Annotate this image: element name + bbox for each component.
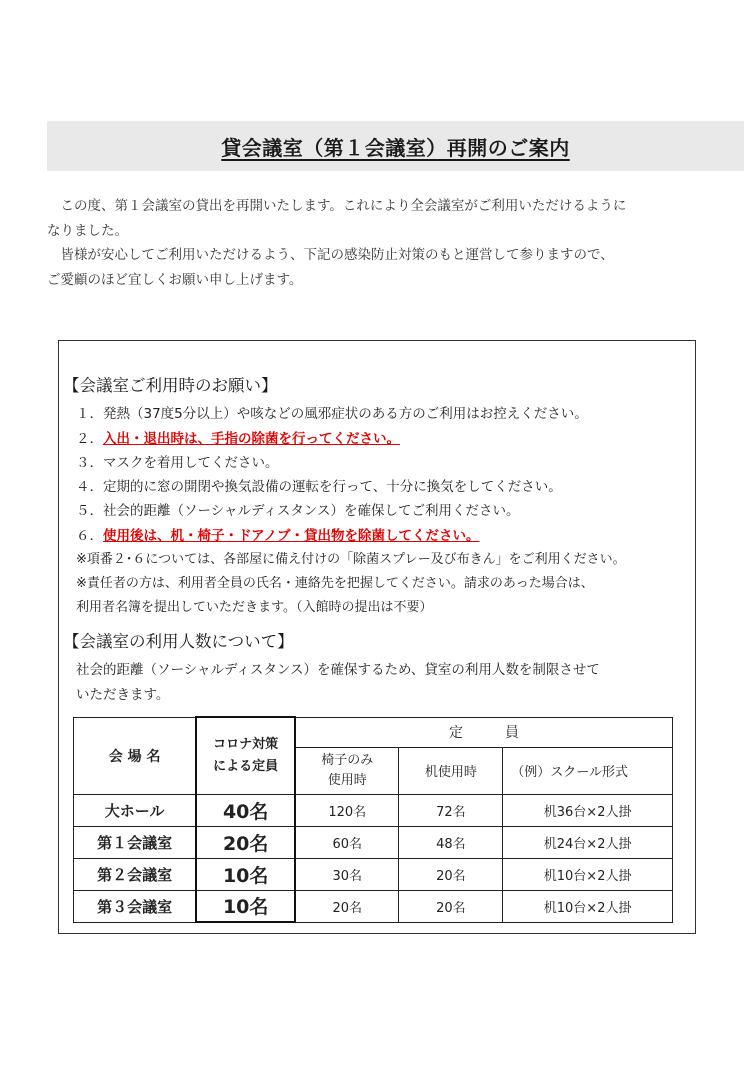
section2-heading: 【会議室の利用人数について】 [63,632,294,651]
item-number: ２． [76,431,103,447]
room-name: 第３会議室 [74,890,197,922]
intro-line-3: 皆様が安心してご利用いただけるよう、下記の感染防止対策のもと運営して参りますので、 [60,247,614,263]
header-school: （例）スクール形式 [503,747,673,794]
header-corona-line-1: コロナ対策 [213,736,279,752]
title-bar [47,121,744,171]
chair-capacity: 60名 [295,826,399,858]
item-number: ３． [76,455,103,471]
chair-capacity: 120名 [295,794,399,826]
item-number: ５． [76,503,103,519]
header-desk: 机使用時 [399,747,503,794]
header-chair-line-2: 使用時 [327,772,367,788]
item-number: ４． [76,479,103,495]
item-text: 発熱（37度5分以上）や咳などの風邪症状のある方のご利用はお控えください。 [103,406,588,422]
list-item [76,475,562,495]
item-text: 社会的距離（ソーシャルディスタンス）を確保してご利用ください。 [103,503,520,519]
room-name: 大ホール [74,794,197,826]
school-layout: 机36台×2人掛 [503,794,673,826]
item-text-emphasis: 使用後は、机・椅子・ドアノブ・貸出物を除菌してください。 [103,528,480,544]
list-item [76,402,588,422]
header-capacity: 定 員 [295,717,672,747]
table-row [74,794,673,826]
list-item [76,499,519,519]
item-text: マスクを着用してください。 [103,455,279,471]
intro-line-4: ご愛顧のほど宜しくお願い申し上げます。 [47,271,303,288]
corona-capacity: 10名 [196,890,295,922]
desk-capacity: 20名 [399,858,503,890]
table-row [74,826,673,858]
intro-text [47,194,707,292]
item-text: 定期的に窓の開閉や換気設備の運転を行って、十分に換気をしてください。 [103,479,562,495]
header-corona-line-2: による定員 [213,758,279,774]
school-layout: 机24台×2人掛 [503,826,673,858]
header-chair-only [295,747,399,794]
chair-capacity: 30名 [295,858,399,890]
desk-capacity: 20名 [399,890,503,922]
header-venue: 会 場 名 [74,717,197,794]
corona-capacity: 40名 [196,794,295,826]
section2-text-line-2: いただきます。 [76,687,170,703]
school-layout: 机10台×2人掛 [503,858,673,890]
item-text-emphasis: 入出・退出時は、手指の除菌を行ってください。 [103,431,400,447]
note-1: ※項番２･６については、各部屋に備え付けの「除菌スプレー及び布きん」をご利用ください。 [76,552,626,567]
list-item [76,427,400,447]
corona-capacity: 20名 [196,826,295,858]
intro-line-2: なりました。 [47,222,128,239]
desk-capacity: 48名 [399,826,503,858]
table-row [74,890,673,922]
chair-capacity: 20名 [295,890,399,922]
capacity-table [73,716,673,923]
note-2-line-1: ※責任者の方は、利用者全員の氏名・連絡先を把握してください。請求のあった場合は、 [76,576,594,591]
item-number: １． [76,406,103,422]
item-number: ６． [76,528,103,544]
section1-heading: 【会議室ご利用時のお願い】 [63,376,278,395]
header-chair-line-1: 椅子のみ [321,752,374,768]
table-row [74,858,673,890]
page-title: 貸会議室（第１会議室）再開のご案内 [221,136,570,160]
list-item [76,451,279,471]
school-layout: 机10台×2人掛 [503,890,673,922]
room-name: 第１会議室 [74,826,197,858]
section2-text-line-1: 社会的距離（ソーシャルディスタンス）を確保するため、貸室の利用人数を制限させて [76,662,600,678]
note-2-line-2: 利用者名簿を提出していただきます。（入館時の提出は不要） [76,600,433,615]
room-name: 第２会議室 [74,858,197,890]
corona-capacity: 10名 [196,858,295,890]
desk-capacity: 72名 [399,794,503,826]
list-item [76,524,480,544]
header-corona-capacity [196,717,295,794]
intro-line-1: この度、第１会議室の貸出を再開いたします。これにより全会議室がご利用いただけるように [60,198,627,214]
